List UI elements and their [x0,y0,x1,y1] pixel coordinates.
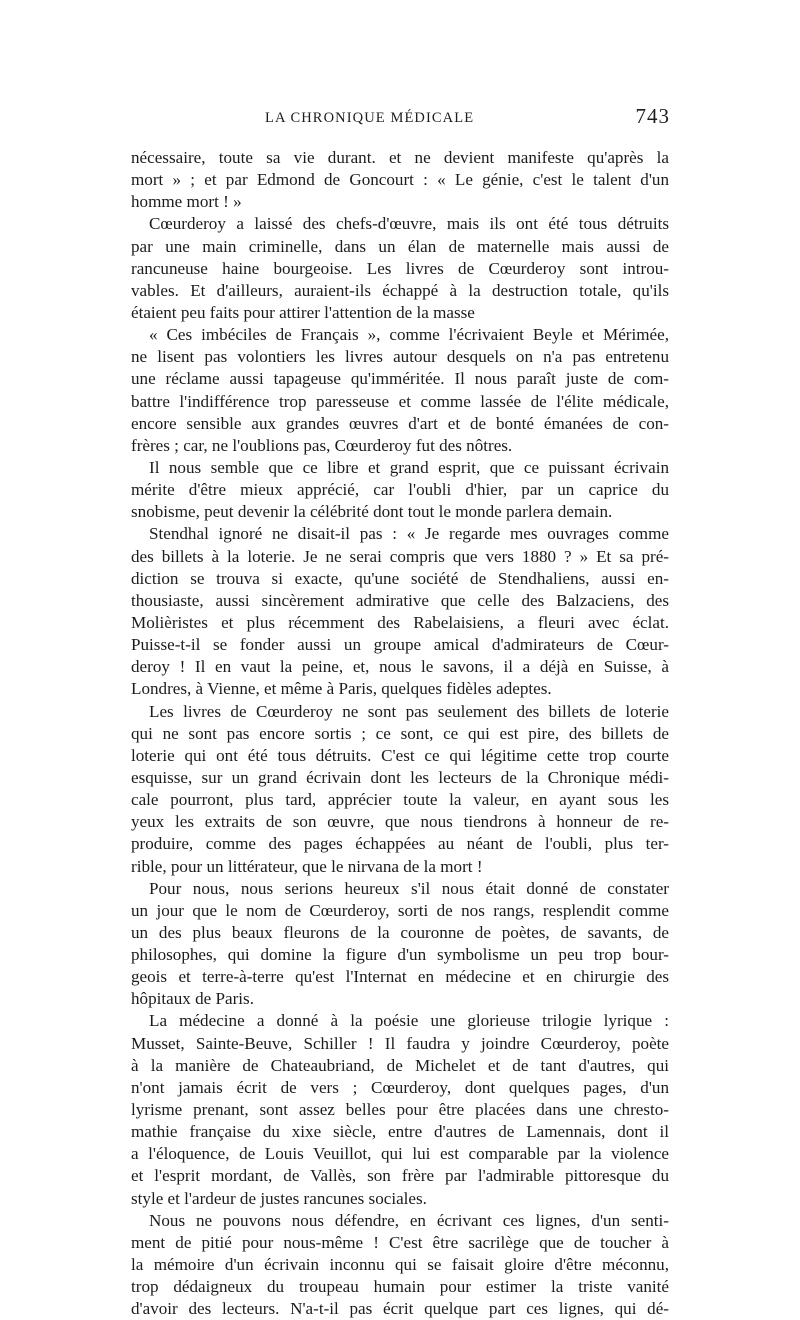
text-line: d'avoir des lecteurs. N'a-t-il pas écrit quelque part ces lignes, qui dé- [131,1299,669,1319]
text-line: ment de pitié pour nous-même ! C'est être sacrilège que de toucher à [131,1232,669,1252]
text-line: hôpitaux de Paris. [131,989,254,1009]
text-line: a l'éloquence, de Louis Veuillot, qui lui est comparable par la violence [131,1144,669,1164]
paragraph [131,457,669,523]
text-line: cale pourront, plus tard, apprécier toute la valeur, en ayant sous les [131,790,669,810]
paragraph [131,523,669,700]
running-title: LA CHRONIQUE MÉDICALE [265,110,475,126]
text-line: philosophes, qui domine la figure d'un symbolisme un peu trop bour- [131,945,669,965]
paragraph [131,147,669,213]
text-line: deroy ! Il en vaut la peine, et, nous le savons, il a déjà en Suisse, à [131,657,669,677]
paragraph [131,324,669,457]
text-line: mérite d'être mieux apprécié, car l'oubli d'hier, par un caprice du [131,480,669,500]
page-number: 743 [635,104,670,128]
text-line: produire, comme des pages échappées au néant de l'oubli, plus ter- [131,834,669,854]
text-line: Cœurderoy a laissé des chefs-d'œuvre, mais ils ont été tous détruits [149,214,669,234]
text-line: Les livres de Cœurderoy ne sont pas seulement des billets de loterie [149,701,669,721]
text-line: loterie qui ont été tous détruits. C'est ce qui légitime cette trop courte [131,745,669,765]
text-line: frères ; car, ne l'oublions pas, Cœurderoy fut des nôtres. [131,435,513,455]
text-line: mathie française du xixe siècle, entre d'autres de Lamennais, dont il [131,1122,669,1142]
paragraph [131,1210,669,1320]
text-line: un jour que le nom de Cœurderoy, sorti de nos rangs, resplendit comme [131,900,669,920]
text-line: diction se trouva si exacte, qu'une société de Stendhaliens, aussi en- [131,568,669,588]
text-line: thousiaste, aussi sincèrement admirative que celle des Balzaciens, des [131,590,669,610]
text-line: nécessaire, toute sa vie durant. et ne devient manifeste qu'après la [131,148,669,167]
text-line: rancuneuse haine bourgeoise. Les livres de Cœurderoy sont introu- [131,258,669,278]
text-line: encore sensible aux grandes œuvres d'art et de bonté émanées de con- [131,413,669,433]
text-line: homme mort ! » [131,192,242,212]
text-line: qui ne sont pas encore sortis ; ce sont, ce qui est pire, des billets de [131,723,669,743]
page-header [130,104,670,134]
body-text [131,147,669,1320]
text-line: esquisse, sur un grand écrivain dont les lecteurs de la Chronique médi- [131,767,669,787]
text-line: battre l'indifférence trop paresseuse et comme lassée de l'élite médicale, [131,391,669,411]
text-line: Puisse-t-il se fonder aussi un groupe amical d'admirateurs de Cœur- [131,635,669,655]
text-line: un des plus beaux fleurons de la couronne de poètes, de savants, de [131,922,669,942]
paragraph [131,878,669,1011]
text-line: vables. Et d'ailleurs, auraient-ils échappé à la destruction totale, qu'ils [131,280,669,300]
text-line: Molièristes et plus récemment des Rabelaisiens, a fleuri avec éclat. [131,612,669,632]
paragraph [131,1010,669,1209]
text-line: et l'esprit mordant, de Vallès, son frère par l'admirable pittoresque du [131,1166,669,1186]
text-line: snobisme, peut devenir la célébrité dont tout le monde parlera demain. [131,502,613,522]
text-line: étaient peu faits pour attirer l'attention de la masse [131,302,475,322]
text-line: des billets à la loterie. Je ne serai compris que vers 1880 ? » Et sa pré- [131,546,669,566]
paragraph [131,701,669,878]
text-line: Pour nous, nous serions heureux s'il nous était donné de constater [149,878,669,898]
text-line: Stendhal ignoré ne disait-il pas : « Je regarde mes ouvrages comme [149,524,669,544]
text-line: la mémoire d'un écrivain inconnu qui se faisait gloire d'être méconnu, [131,1255,669,1275]
text-line: Londres, à Vienne, et même à Paris, quelques fidèles adeptes. [131,679,552,699]
text-line: par une main criminelle, dans un élan de maternelle mais aussi de [131,236,669,256]
text-line: Musset, Sainte-Beuve, Schiller ! Il faudra y joindre Cœurderoy, poète [131,1033,669,1053]
text-line: trop dédaigneux du troupeau humain pour estimer la triste vanité [131,1277,669,1297]
text-line: geois et terre-à-terre qu'est l'Internat en médecine et en chirurgie des [131,967,669,987]
paragraph [131,213,669,324]
text-line: « Ces imbéciles de Français », comme l'écrivaient Beyle et Mérimée, [149,325,669,345]
text-line: yeux les extraits de son œuvre, que nous tiendrons à honneur de re- [131,812,669,832]
text-line: rible, pour un littérateur, que le nirvana de la mort ! [131,856,483,876]
text-line: La médecine a donné à la poésie une glorieuse trilogie lyrique : [149,1011,669,1031]
text-line: ne lisent pas volontiers les livres autour desquels on n'a pas entretenu [131,347,669,367]
text-line: Nous ne pouvons nous défendre, en écrivant ces lignes, d'un senti- [149,1210,669,1230]
text-line: une réclame aussi tapageuse qu'imméritée. Il nous paraît juste de com- [131,369,669,389]
text-line: mort » ; et par Edmond de Goncourt : « Le génie, c'est le talent d'un [131,170,669,190]
text-line: style et l'ardeur de justes rancunes sociales. [131,1188,427,1208]
text-line: n'ont jamais écrit de vers ; Cœurderoy, dont quelques pages, d'un [131,1077,669,1097]
text-line: Il nous semble que ce libre et grand esprit, que ce puissant écrivain [149,457,669,477]
text-line: à la manière de Chateaubriand, de Michelet et de tant d'autres, qui [131,1055,669,1075]
text-line: lyrisme prenant, sont assez belles pour être placées dans une chresto- [131,1100,669,1120]
